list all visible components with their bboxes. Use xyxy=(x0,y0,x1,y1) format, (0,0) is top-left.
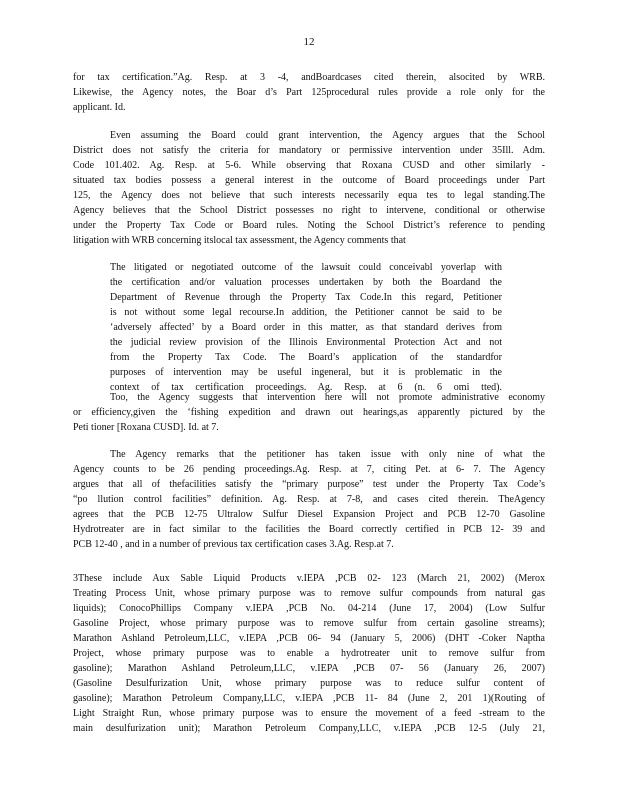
quote-line: ‘adversely affected’ by a Board order in this matter, as that standard derives from xyxy=(110,322,502,333)
body-line: Too, the Agency suggests that intervention here will not promote administrative economy xyxy=(110,392,545,403)
body-line: agrees that the PCB 12-75 Ultralow Sulfur Diesel Expansion Project and PCB 12-70 Gasoline xyxy=(73,509,545,520)
body-line: for tax certification.”Ag. Resp. at 3 -4, andBoardcases cited therein, alsocited by WRB. xyxy=(73,72,545,83)
footnote-line: 3These include Aux Sable Liquid Products v.IEPA ,PCB 02- 123 (March 21, 2002) (Merox xyxy=(73,573,545,584)
page-number: 12 xyxy=(303,36,315,48)
body-line: Agency believes that the School District possesses no right to intervene, conditional or otherwise xyxy=(73,205,545,216)
body-line: argues that all of thefacilities satisfy the “primary purpose” test under the Property Tax Code’s xyxy=(73,479,545,490)
body-line: The Agency remarks that the petitioner has taken issue with only nine of what the xyxy=(110,449,545,460)
quote-line: Department of Revenue through the Property Tax Code.In this regard, Petitioner xyxy=(110,292,502,303)
quote-line: from the Property Tax Code. The Board’s application of the standardfor xyxy=(110,352,502,363)
quote-line: The litigated or negotiated outcome of the lawsuit could conceivabl yoverlap with xyxy=(110,262,502,273)
footnote-line: Light Straight Run, whose primary purpose was to ensure the movement of a feed -stream to the xyxy=(73,708,545,719)
body-line: under the Property Tax Code or Board rules. Noting the School District’s reference to pending xyxy=(73,220,545,231)
footnote-line: gasoline); Marathon Petroleum Company,LLC, v.IEPA ,PCB 11- 84 (June 2, 201 1)(Routing of xyxy=(73,693,545,704)
footnote-line: Project, whose primary purpose was to enable a hydrotreater unit to remove sulfur from xyxy=(73,648,545,659)
body-line: or efficiency,given the ‘fishing expedition and drawn out hearings,as apparently pictured by the xyxy=(73,407,545,418)
body-line: Even assuming the Board could grant intervention, the Agency argues that the School xyxy=(110,130,545,141)
footnote-line: Gasoline Project, whose primary purpose was to remove sulfur from certain gasoline streams); xyxy=(73,618,545,629)
body-line: District does not satisfy the criteria for mandatory or permissive intervention under 35Ill. Adm. xyxy=(73,145,545,156)
quote-line: purposes of intervention may be useful ingeneral, but it is problematic in the xyxy=(110,367,502,378)
footnote-line: Treating Process Unit, whose primary purpose was to remove sulfur compounds from natural gas xyxy=(73,588,545,599)
body-line: Peti tioner [Roxana CUSD]. Id. at 7. xyxy=(73,422,219,433)
body-line: 125, the Agency does not believe that such interests necessarily equa tes to legal standing.The xyxy=(73,190,545,201)
body-line: Code 101.402. Ag. Resp. at 5-6. While observing that Roxana CUSD and other similarly - xyxy=(73,160,545,171)
quote-line: the judicial review provision of the Illinois Environmental Protection Act and not xyxy=(110,337,502,348)
body-line: PCB 12-40 , and in a number of previous tax certification cases 3.Ag. Resp.at 7. xyxy=(73,539,394,550)
quote-line: context of tax certification proceedings. Ag. Resp. at 6 (n. 6 omi tted). xyxy=(110,382,502,393)
footnote-line: Marathon Ashland Petroleum,LLC, v.IEPA ,PCB 06- 94 (January 5, 2006) (DHT -Coker Naptha xyxy=(73,633,545,644)
quote-line: the certification and/or valuation processes undertaken by both the Boardand the xyxy=(110,277,502,288)
body-line: Likewise, the Agency notes, the Boar d’s Part 125procedural rules provide a role only for the xyxy=(73,87,545,98)
footnote-line: (Gasoline Desulfurization Unit, whose primary purpose was to reduce sulfur content of xyxy=(73,678,545,689)
body-line: applicant. Id. xyxy=(73,102,126,113)
body-line: situated tax bodies possess a general interest in the outcome of Board proceedings under Part xyxy=(73,175,545,186)
footnote-line: liquids); ConocoPhillips Company v.IEPA ,PCB No. 04-214 (June 17, 2004) (Low Sulfur xyxy=(73,603,545,614)
body-line: Hydrotreater are in fact similar to the facilities the Board correctly certified in PCB 12- 39 and xyxy=(73,524,545,535)
body-line: “po llution control facilities” definition. Ag. Resp. at 7-8, and cases cited therein. TheAgency xyxy=(73,494,545,505)
footnote-line: main desulfurization unit); Marathon Petroleum Company,LLC, v.IEPA ,PCB 12-5 (July 21, xyxy=(73,723,545,734)
body-line: litigation with WRB concerning itslocal tax assessment, the Agency comments that xyxy=(73,235,406,246)
body-line: Agency counts to be 26 pending proceedings.Ag. Resp. at 7, citing Pet. at 6- 7. The Agency xyxy=(73,464,545,475)
quote-line: is not without some legal recourse.In addition, the Petitioner cannot be said to be xyxy=(110,307,502,318)
footnote-line: gasoline); Marathon Ashland Petroleum,LLC, v.IEPA ,PCB 07- 56 (January 26, 2007) xyxy=(73,663,545,674)
